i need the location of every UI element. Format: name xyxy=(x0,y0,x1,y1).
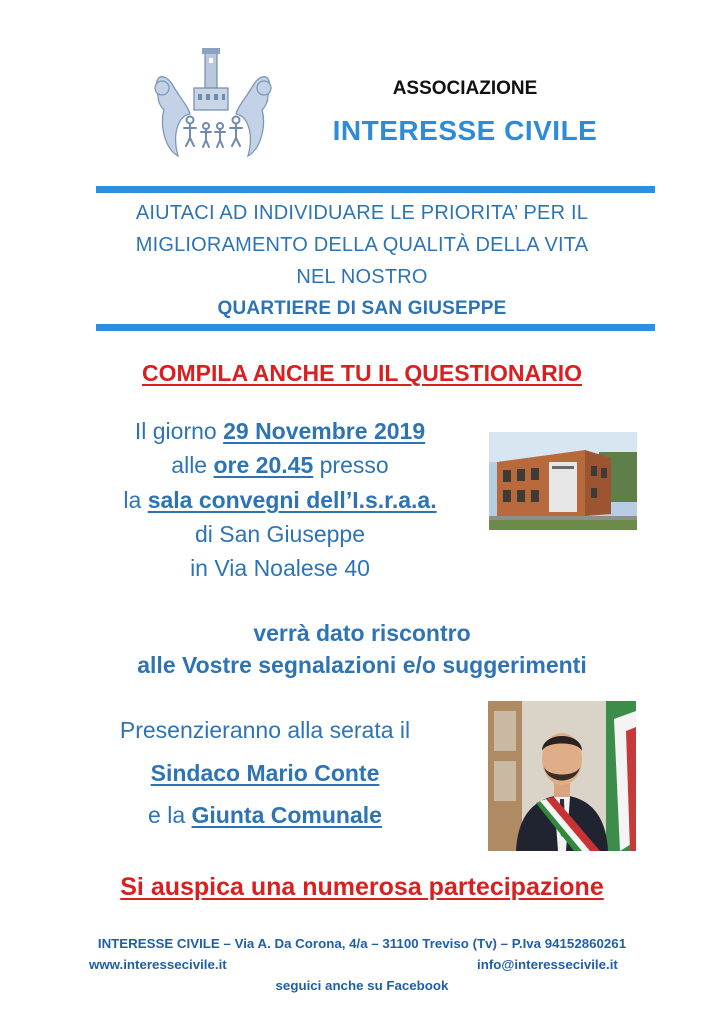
priorities-line-1: AIUTACI AD INDIVIDUARE LE PRIORITA’ PER IL xyxy=(135,202,589,224)
association-label: ASSOCIAZIONE xyxy=(392,78,538,99)
attendees-intro: Presenzieranno alla serata il xyxy=(119,717,411,743)
association-logo xyxy=(150,44,276,160)
neighborhood-name: QUARTIERE DI SAN GIUSEPPE xyxy=(217,298,507,319)
divider-bottom xyxy=(96,324,655,331)
event-address: in Via Noalese 40 xyxy=(190,555,370,581)
feedback-line-1: verrà dato riscontro xyxy=(253,620,471,646)
event-time-suffix: presso xyxy=(313,452,389,478)
event-time-prefix: alle xyxy=(171,452,214,478)
priorities-line-2: MIGLIORAMENTO DELLA QUALITÀ DELLA VITA xyxy=(135,234,589,256)
event-time: ore 20.45 xyxy=(213,452,314,478)
council-prefix: e la xyxy=(148,802,192,828)
priorities-line-3: NEL NOSTRO xyxy=(296,266,428,288)
event-date-line xyxy=(75,418,485,445)
footer-email-link[interactable]: info@interessecivile.it xyxy=(477,957,618,972)
questionnaire-call-to-action: COMPILA ANCHE TU IL QUESTIONARIO xyxy=(142,360,582,386)
association-name: INTERESSE CIVILE xyxy=(332,115,598,146)
council-name: Giunta Comunale xyxy=(191,802,382,828)
mayor-name: Sindaco Mario Conte xyxy=(150,760,380,786)
footer-address: INTERESSE CIVILE – Via A. Da Corona, 4/a – 31100 Treviso (Tv) – P.Iva 94152860261 xyxy=(97,936,627,951)
mayor-photo xyxy=(488,701,636,851)
event-venue: sala convegni dell’I.s.r.a.a. xyxy=(147,487,437,513)
footer-website-link[interactable]: www.interessecivile.it xyxy=(89,957,227,972)
closing-message: Si auspica una numerosa partecipazione xyxy=(120,873,604,901)
event-time-line xyxy=(75,452,485,479)
event-locality: di San Giuseppe xyxy=(194,521,366,547)
event-date-prefix: Il giorno xyxy=(134,418,224,444)
venue-building-photo xyxy=(489,432,637,530)
event-date: 29 Novembre 2019 xyxy=(223,418,426,444)
event-venue-line xyxy=(75,487,485,514)
footer-facebook-note: seguici anche su Facebook xyxy=(275,978,449,993)
feedback-line-2: alle Vostre segnalazioni e/o suggerimenti xyxy=(137,652,587,678)
council-line xyxy=(70,802,460,829)
event-venue-prefix: la xyxy=(123,487,148,513)
divider-top xyxy=(96,186,655,193)
